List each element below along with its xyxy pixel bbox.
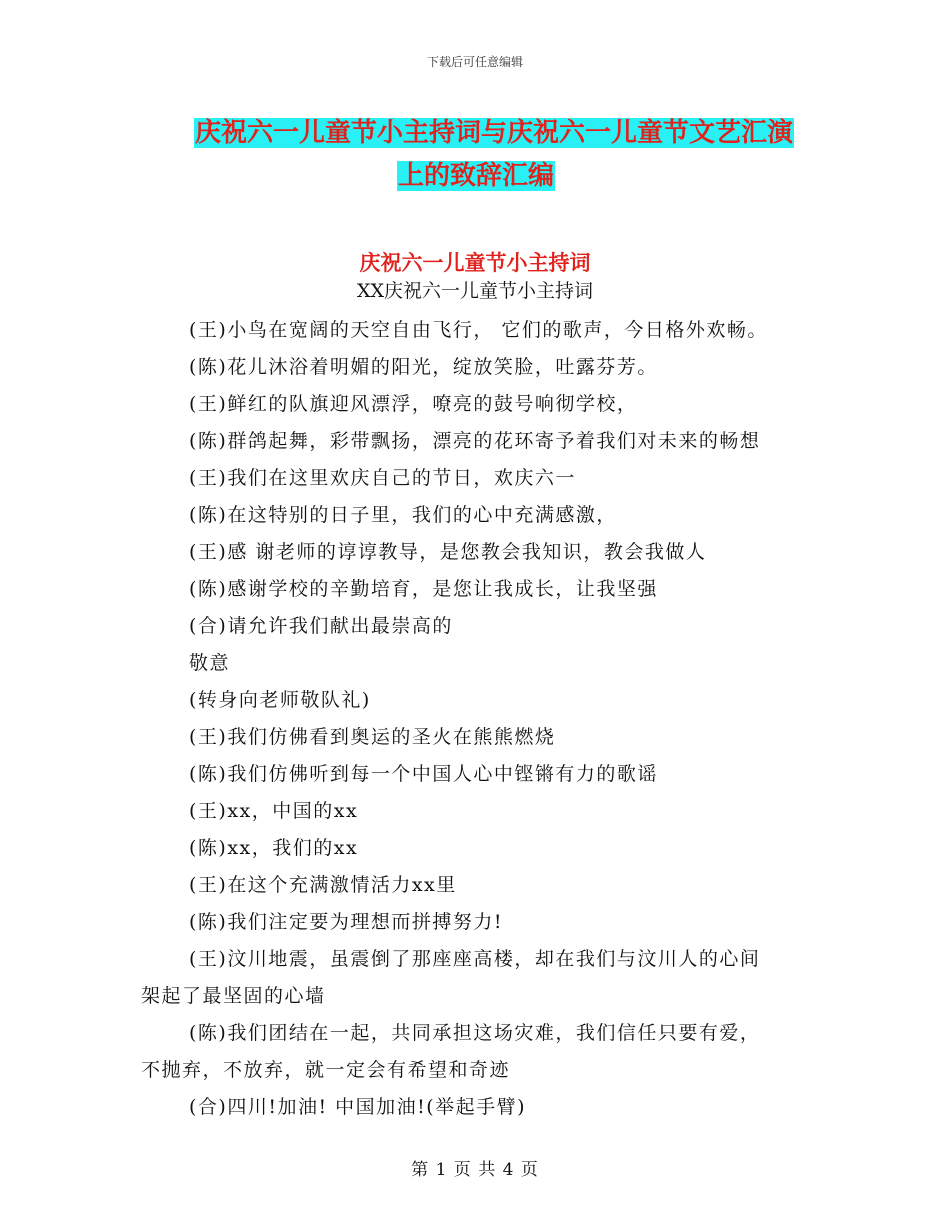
script-line: (陈)花儿沐浴着明媚的阳光，绽放笑脸，吐露芬芳。 — [189, 356, 658, 378]
page-footer: 第 1 页 共 4 页 — [411, 1160, 539, 1180]
script-line: 敬意 — [189, 652, 231, 674]
script-line: (陈)感谢学校的辛勤培育，是您让我成长，让我坚强 — [189, 578, 658, 600]
script-line: (陈)我们仿佛听到每一个中国人心中铿锵有力的歌谣 — [189, 763, 658, 785]
script-line: (王)鲜红的队旗迎风漂浮，嘹亮的鼓号响彻学校， — [189, 393, 638, 415]
document-title-line-1: 庆祝六一儿童节小主持词与庆祝六一儿童节文艺汇演 — [195, 118, 794, 148]
script-line: (陈)我们团结在一起，共同承担这场灾难，我们信任只要有爱， — [189, 1022, 761, 1044]
script-line: (王)小鸟在宽阔的天空自由飞行， 它们的歌声，今日格外欢畅。 — [189, 319, 768, 341]
section-title: 庆祝六一儿童节小主持词 — [359, 251, 591, 275]
script-line: (转身向老师敬队礼) — [189, 689, 371, 711]
script-line: (合)四川!加油! 中国加油!(举起手臂) — [189, 1096, 527, 1118]
script-line: (王)在这个充满激情活力xx里 — [189, 874, 457, 896]
header-note: 下载后可任意编辑 — [426, 55, 523, 69]
script-line: (王)我们仿佛看到奥运的圣火在熊熊燃烧 — [189, 726, 556, 748]
script-line: (陈)在这特别的日子里，我们的心中充满感激， — [189, 504, 617, 526]
document-title-line-2: 上的致辞汇编 — [398, 161, 555, 191]
script-line: (陈)xx，我们的xx — [189, 837, 359, 859]
script-line: (陈)群鸽起舞，彩带飘扬，漂亮的花环寄予着我们对未来的畅想 — [189, 430, 761, 452]
script-line: (合)请允许我们献出最崇高的 — [189, 615, 453, 637]
script-line: (王)感 谢老师的谆谆教导，是您教会我知识，教会我做人 — [189, 541, 707, 563]
script-line: 架起了最坚固的心墙 — [141, 985, 326, 1007]
subtitle: XX庆祝六一儿童节小主持词 — [356, 280, 594, 302]
script-line: (陈)我们注定要为理想而拼搏努力! — [189, 911, 503, 933]
script-line: (王)汶川地震，虽震倒了那座座高楼，却在我们与汶川人的心间 — [189, 948, 761, 970]
script-line: (王)xx，中国的xx — [189, 800, 359, 822]
script-line: 不抛弃，不放弃，就一定会有希望和奇迹 — [141, 1059, 511, 1081]
script-line: (王)我们在这里欢庆自己的节日，欢庆六一 — [189, 467, 576, 489]
